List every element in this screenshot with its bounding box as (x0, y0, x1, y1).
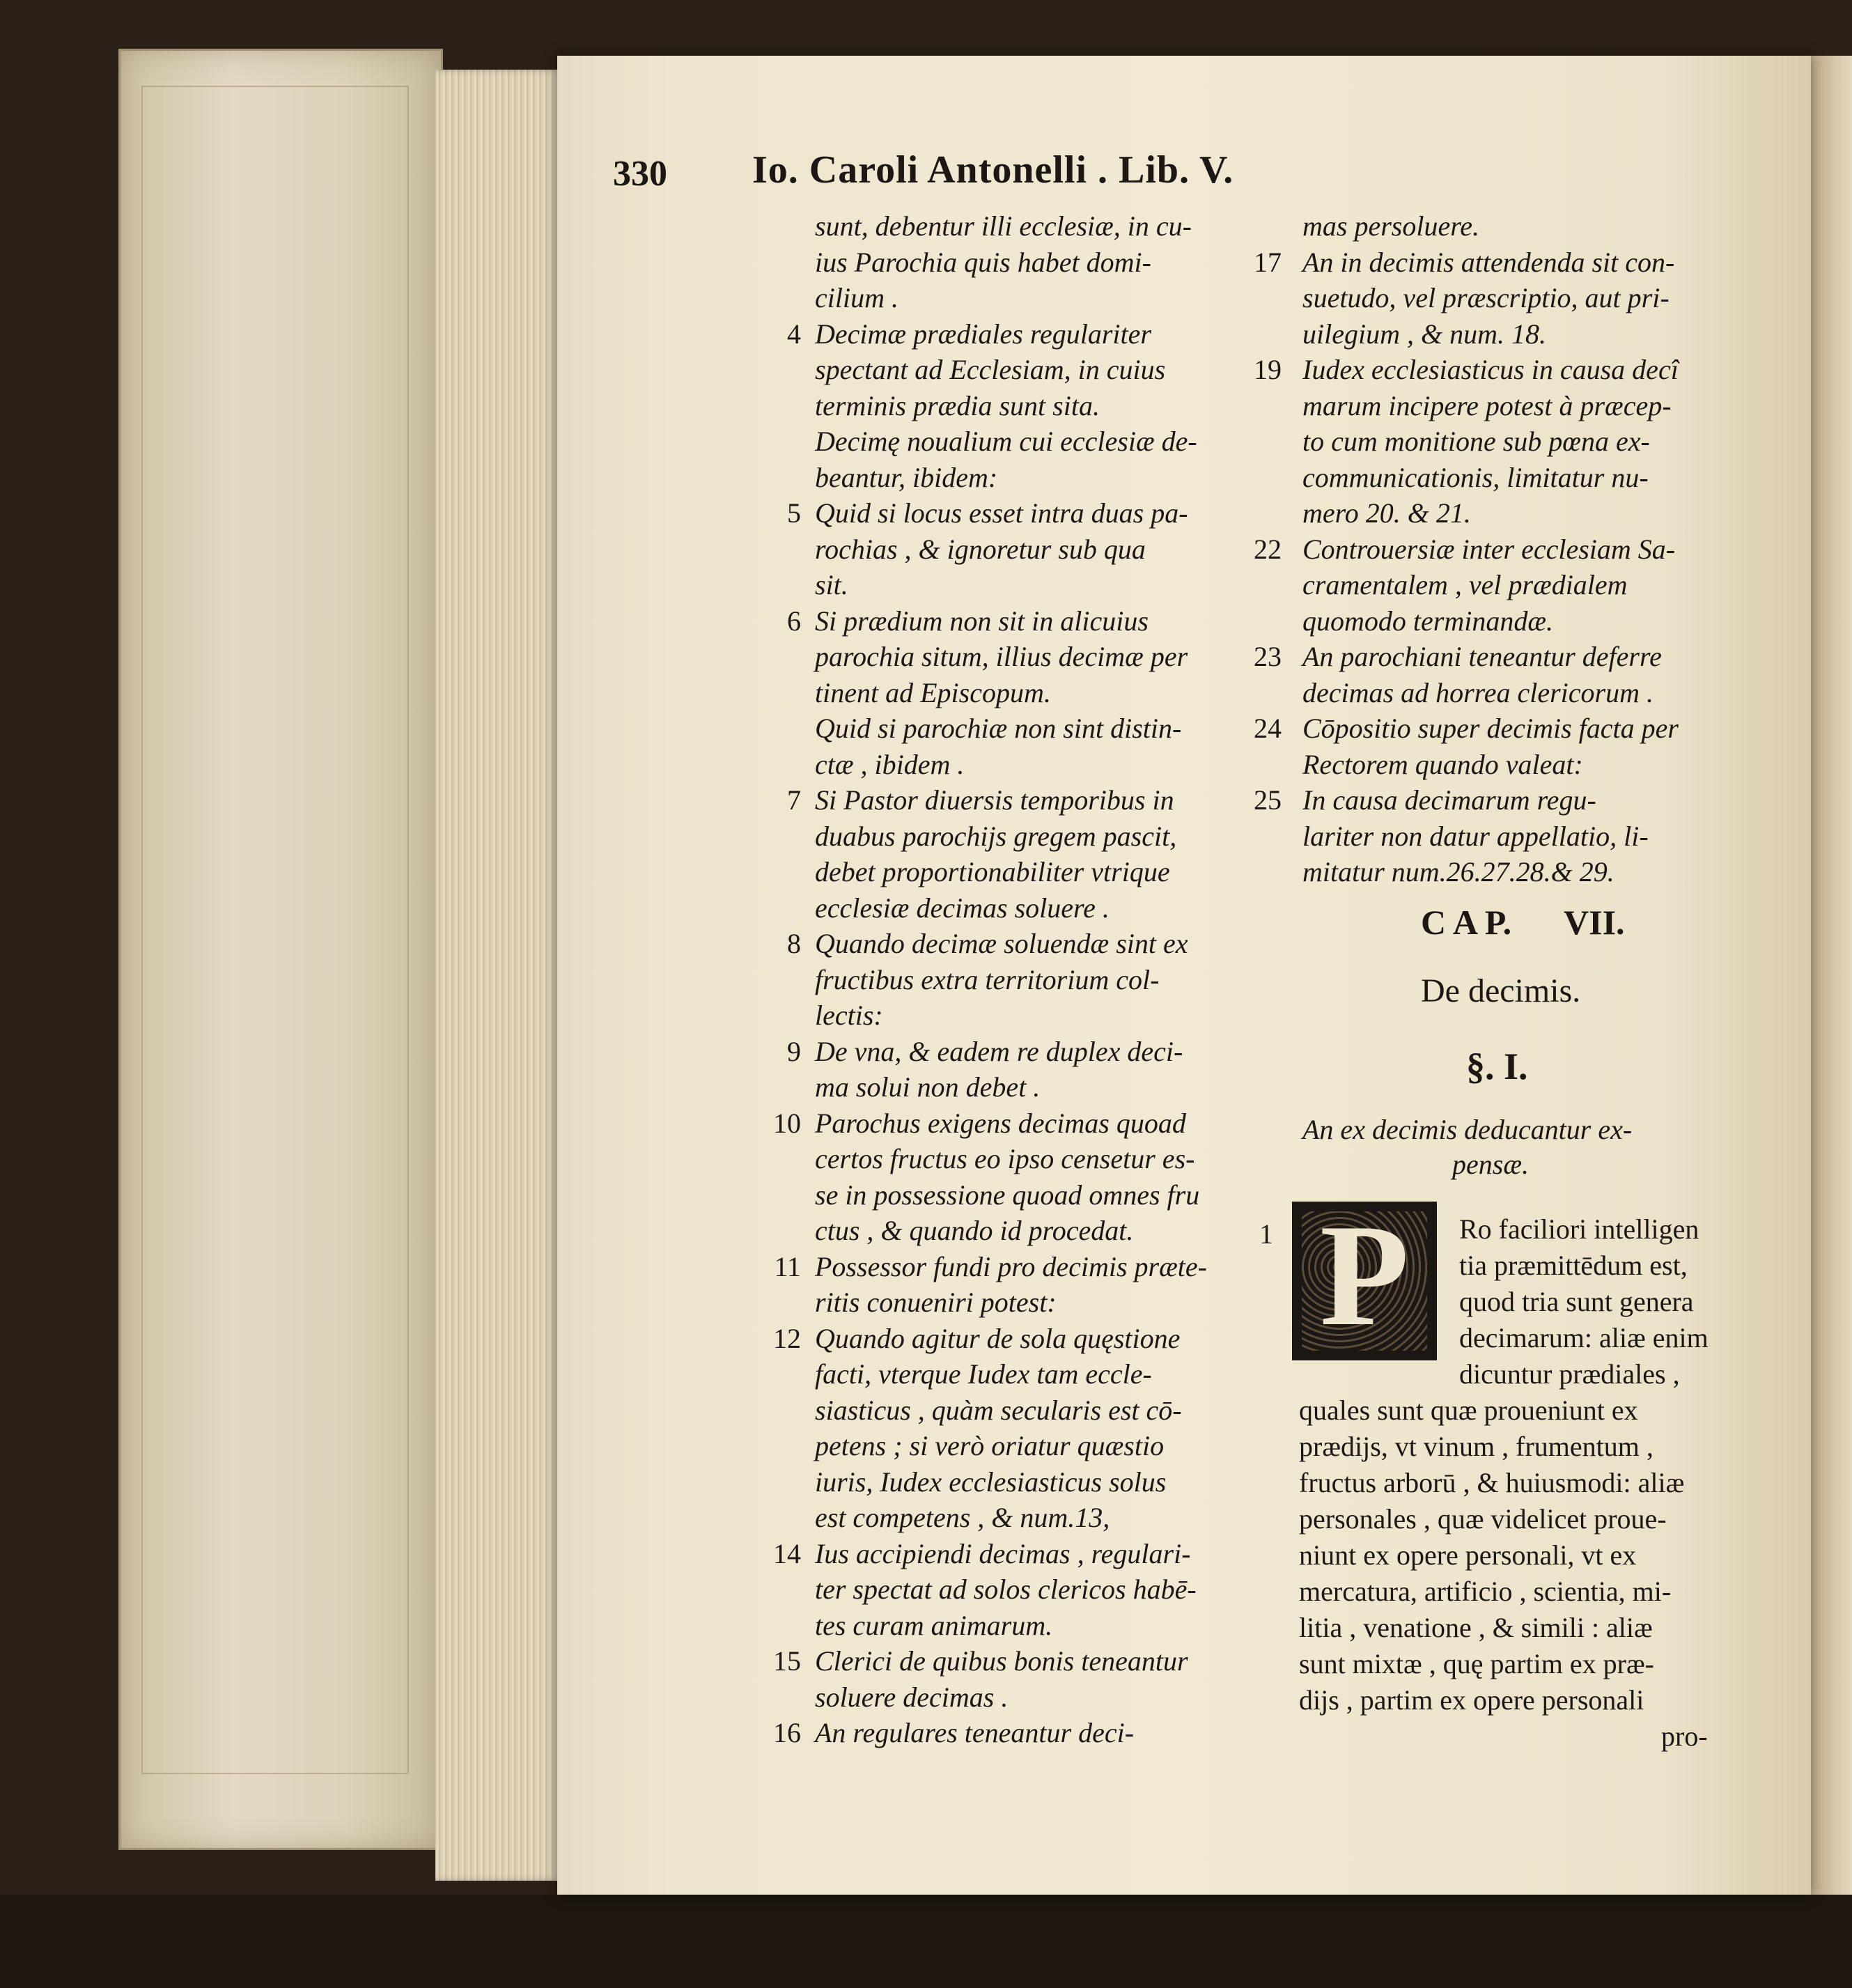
body-line: niunt ex opere personali, vt ex (1299, 1539, 1637, 1571)
summary-line: Decimę noualium cui ecclesiæ de- (815, 426, 1197, 457)
body-line: tia præmittēdum est, (1459, 1250, 1688, 1281)
facing-page-edge (1804, 56, 1852, 1895)
page-number: 330 (613, 154, 667, 194)
summary-number: 9 (787, 1035, 801, 1067)
summary-number: 14 (773, 1537, 801, 1569)
summary-number: 8 (787, 928, 801, 959)
summary-line: ritis conueniri potest: (815, 1287, 1057, 1318)
summary-number: 22 (1254, 533, 1282, 565)
summary-number: 4 (787, 318, 801, 350)
summary-line: soluere decimas . (815, 1681, 1009, 1713)
summary-line: cramentalem , vel prædialem (1302, 569, 1628, 600)
summary-line: rochias , & ignoretur sub qua (815, 533, 1146, 565)
summary-line: Iudex ecclesiasticus in causa decî (1302, 354, 1679, 385)
summary-line: In causa decimarum regu- (1302, 784, 1596, 816)
summary-line: terminis prædia sunt sita. (815, 389, 1100, 421)
summary-line: Quando agitur de sola quęstione (815, 1322, 1181, 1354)
summary-line: ctus , & quando id procedat. (815, 1215, 1134, 1246)
summary-line: est competens , & num.13, (815, 1502, 1110, 1533)
summary-number: 5 (787, 497, 801, 529)
book-cover-flap (118, 49, 443, 1850)
summary-line: certos fructus eo ipso censetur es- (815, 1143, 1195, 1174)
summary-line: beantur, ibidem: (815, 461, 998, 493)
summary-line: sit. (815, 569, 848, 600)
page-edges (435, 70, 561, 1881)
cover-fold-line (141, 86, 409, 1774)
summary-line: Si prædium non sit in alicuius (815, 605, 1149, 637)
summary-line: iuris, Iudex ecclesiasticus solus (815, 1466, 1167, 1498)
summary-number: 7 (787, 784, 801, 816)
summary-line: De vna, & eadem re duplex deci- (815, 1035, 1183, 1067)
body-marginal-number: 1 (1259, 1218, 1273, 1250)
summary-line: Parochus exigens decimas quoad (815, 1107, 1186, 1139)
summary-line: An parochiani teneantur deferre (1302, 641, 1662, 672)
body-line: Ro faciliori intelligen (1459, 1213, 1699, 1245)
summary-line: tes curam animarum. (815, 1609, 1053, 1641)
body-line: pro- (1661, 1721, 1708, 1752)
section-question-line-1: An ex decimis deducantur ex- (1302, 1114, 1633, 1145)
summary-number: 23 (1254, 641, 1282, 672)
decorated-initial (1292, 1195, 1437, 1360)
summary-line: communicationis, limitatur nu- (1302, 461, 1649, 493)
summary-number: 15 (773, 1645, 801, 1677)
chapter-label: C A P. (1421, 903, 1512, 942)
summary-number: 16 (773, 1717, 801, 1748)
summary-line: to cum monitione sub pœna ex- (1302, 426, 1650, 457)
summary-line: Ius accipiendi decimas , regulari- (815, 1537, 1191, 1569)
summary-line: ius Parochia quis habet domi- (815, 246, 1151, 278)
summary-line: spectant ad Ecclesiam, in cuius (815, 354, 1166, 385)
initial-letter: P (1319, 1195, 1410, 1356)
body-line: quod tria sunt genera (1459, 1286, 1694, 1317)
body-line: mercatura, artificio , scientia, mi- (1299, 1576, 1672, 1607)
summary-line: petens ; si verò oriatur quæstio (815, 1430, 1165, 1461)
summary-line: Clerici de quibus bonis teneantur (815, 1645, 1188, 1677)
summary-line: marum incipere potest à præcep- (1302, 389, 1672, 421)
summary-line: An in decimis attendenda sit con- (1302, 246, 1675, 278)
summary-line: debet proportionabiliter vtrique (815, 856, 1170, 887)
summary-line: cilium . (815, 282, 898, 313)
summary-number: 17 (1254, 246, 1282, 278)
summary-line: duabus parochijs gregem pascit, (815, 820, 1177, 852)
summary-line: tinent ad Episcopum. (815, 676, 1051, 708)
section-question-line-2: pensæ. (1452, 1149, 1529, 1180)
summary-line: lariter non datur appellatio, li- (1302, 820, 1649, 852)
summary-line: Quando decimæ soluendæ sint ex (815, 928, 1188, 959)
running-head: Io. Caroli Antonelli . Lib. V. (752, 148, 1234, 192)
summary-line: Decimæ prædiales regulariter (815, 318, 1151, 350)
summary-number: 12 (773, 1322, 801, 1354)
body-line: fructus arborū , & huiusmodi: aliæ (1299, 1467, 1685, 1498)
body-line: decimarum: aliæ enim (1459, 1322, 1709, 1353)
body-line: personales , quæ videlicet proue- (1299, 1503, 1667, 1535)
summary-line: Controuersiæ inter ecclesiam Sa- (1302, 533, 1676, 565)
summary-line: se in possessione quoad omnes fru (815, 1179, 1200, 1211)
summary-line: sunt, debentur illi ecclesiæ, in cu- (815, 210, 1192, 242)
summary-line: Si Pastor diuersis temporibus in (815, 784, 1174, 816)
chapter-number: VII. (1564, 903, 1625, 942)
summary-number: 19 (1254, 354, 1282, 385)
summary-number: 6 (787, 605, 801, 637)
summary-line: uilegium , & num. 18. (1302, 318, 1546, 350)
summary-line: Possessor fundi pro decimis præte- (815, 1250, 1207, 1282)
summary-number: 11 (774, 1250, 801, 1282)
summary-line: ter spectat ad solos clericos habē- (815, 1574, 1197, 1605)
summary-line: Quid si parochiæ non sint distin- (815, 713, 1182, 744)
summary-line: Quid si locus esset intra duas pa- (815, 497, 1188, 529)
summary-line: ecclesiæ decimas soluere . (815, 892, 1110, 924)
summary-line: mas persoluere. (1302, 210, 1480, 242)
section-mark: §. I. (1466, 1046, 1528, 1087)
summary-number: 10 (773, 1107, 801, 1139)
summary-line: siasticus , quàm secularis est cō- (815, 1394, 1182, 1426)
summary-line: quomodo terminandæ. (1302, 605, 1553, 637)
summary-line: lectis: (815, 1000, 883, 1031)
body-line: litia , venatione , & simili : aliæ (1299, 1612, 1653, 1643)
summary-number: 25 (1254, 784, 1282, 816)
summary-line: ma solui non debet . (815, 1071, 1041, 1103)
summary-line: facti, vterque Iudex tam eccle- (815, 1358, 1152, 1390)
summary-line: fructibus extra territorium col- (815, 963, 1160, 995)
summary-line: ctæ , ibidem . (815, 748, 965, 780)
summary-line: mero 20. & 21. (1302, 497, 1471, 529)
summary-line: decimas ad horrea clericorum . (1302, 676, 1653, 708)
body-line: sunt mixtæ , quę partim ex præ- (1299, 1648, 1654, 1679)
summary-line: Cōpositio super decimis facta per (1302, 713, 1679, 744)
body-line: prædijs, vt vinum , frumentum , (1299, 1431, 1653, 1462)
summary-number: 24 (1254, 713, 1282, 744)
summary-line: mitatur num.26.27.28.& 29. (1302, 856, 1614, 887)
body-line: dicuntur prædiales , (1459, 1358, 1680, 1390)
body-line: quales sunt quæ proueniunt ex (1299, 1395, 1638, 1426)
chapter-title: De decimis. (1421, 972, 1581, 1009)
body-line: dijs , partim ex opere personali (1299, 1684, 1644, 1716)
summary-line: parochia situm, illius decimæ per (815, 641, 1188, 672)
summary-line: suetudo, vel præscriptio, aut pri- (1302, 282, 1670, 313)
background-dark (0, 1895, 1852, 1988)
summary-line: Rectorem quando valeat: (1302, 748, 1583, 780)
summary-line: An regulares teneantur deci- (815, 1717, 1135, 1748)
